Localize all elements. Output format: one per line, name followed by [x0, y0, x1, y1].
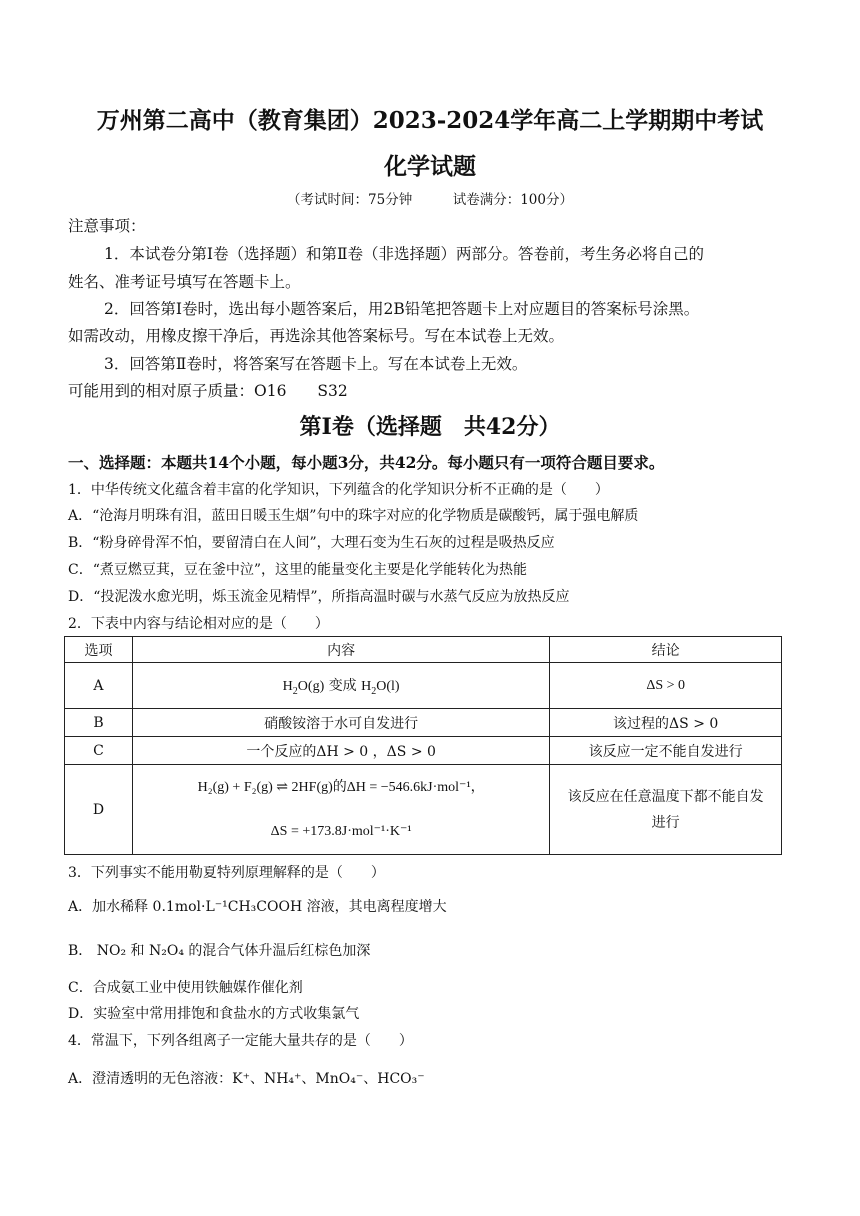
- table-row-b: [65, 709, 782, 737]
- q4-stem: 4．常温下，下列各组离子一定能大量共存的是（ ）: [68, 1033, 413, 1049]
- row-a-option: A: [65, 663, 133, 709]
- h2o-gas: $H_2O(g)$: [282, 678, 325, 697]
- row-d-content: [132, 765, 549, 855]
- q1-option-a: A．“沧海月明珠有泪，蓝田日暖玉生烟”句中的珠字对应的化学物质是碳酸钙，属于强电解质: [68, 508, 639, 524]
- note-1-line-1: 1．本试卷分第Ⅰ卷（选择题）和第Ⅱ卷（非选择题）两部分。答卷前，考生务必将自己的: [104, 245, 705, 263]
- q3-option-d: D．实验室中常用排饱和食盐水的方式收集氯气: [68, 1006, 360, 1022]
- atomic-mass-note: 可能用到的相对原子质量：O16 S32: [68, 382, 348, 400]
- q4-option-a: A．澄清透明的无色溶液：K⁺、NH₄⁺、MnO₄⁻、HCO₃⁻: [68, 1071, 425, 1087]
- row-c-conclusion: 该反应一定不能自发进行: [550, 737, 782, 765]
- q1-option-d: D．“投泥泼水愈光明，烁玉流金见精悍”，所指高温时碳与水蒸气反应为放热反应: [68, 589, 570, 605]
- q3-option-c: C．合成氨工业中使用铁触媒作催化剂: [68, 980, 303, 996]
- note-1-line-2: 姓名、准考证号填写在答题卡上。: [68, 273, 301, 291]
- row-b-conclusion: 该过程的ΔS > 0: [550, 709, 782, 737]
- row-a-conclusion: ΔS > 0: [550, 663, 782, 709]
- q3-stem: 3．下列事实不能用勒夏特列原理解释的是（ ）: [68, 865, 385, 881]
- q1-stem: 1．中华传统文化蕴含着丰富的化学知识，下列蕴含的化学知识分析不正确的是（ ）: [68, 482, 609, 498]
- row-a-mid-text: 变成: [328, 677, 357, 694]
- section-1-title: 第Ⅰ卷（选择题 共42分）: [299, 414, 561, 440]
- h2o-liquid: $H_2O(l)$: [361, 678, 400, 697]
- row-d-equation: H₂(g) + F₂(g) ⇌ 2HF(g)的ΔH = −546.6kJ·mol⁻¹，: [197, 779, 485, 795]
- row-d-conclusion-line-2: 进行: [651, 814, 680, 831]
- header-conclusion: 结论: [550, 637, 782, 663]
- table-row-a: [65, 663, 782, 709]
- note-2-line-1: 2．回答第Ⅰ卷时，选出每小题答案后，用2B铅笔把答题卡上对应题目的答案标号涂黑。: [104, 300, 700, 318]
- q3-option-a: A．加水稀释 0.1mol·L⁻¹CH₃COOH 溶液，其电离程度增大: [68, 899, 447, 915]
- row-b-content: 硝酸铵溶于水可自发进行: [132, 709, 549, 737]
- row-d-option: D: [65, 765, 133, 855]
- notes-heading: 注意事项：: [68, 217, 146, 235]
- row-c-option: C: [65, 737, 133, 765]
- table-header-row: [65, 637, 782, 663]
- section-1-instruction: 一、选择题：本题共14个小题，每小题3分，共42分。每小题只有一项符合题目要求。: [68, 453, 665, 472]
- exam-info: （考试时间：75分钟 试卷满分：100分）: [287, 192, 573, 208]
- q1-option-c: C．“煮豆燃豆萁，豆在釜中泣”，这里的能量变化主要是化学能转化为热能: [68, 562, 528, 578]
- row-b-option: B: [65, 709, 133, 737]
- row-d-entropy: ΔS = +173.8J·mol⁻¹·K⁻¹: [270, 823, 412, 839]
- header-content: 内容: [132, 637, 549, 663]
- table-row-d: [65, 765, 782, 855]
- q1-option-b: B．“粉身碎骨浑不怕，要留清白在人间”，大理石变为生石灰的过程是吸热反应: [68, 535, 555, 551]
- q3-option-b: B． NO₂ 和 N₂O₄ 的混合气体升温后红棕色加深: [68, 943, 371, 959]
- row-d-conclusion: [550, 765, 782, 855]
- subject-title: 化学试题: [384, 153, 476, 180]
- q2-stem: 2．下表中内容与结论相对应的是（ ）: [68, 616, 329, 632]
- row-a-content: [132, 663, 549, 709]
- header-option: 选项: [65, 637, 133, 663]
- table-row-c: [65, 737, 782, 765]
- exam-title: 万州第二高中（教育集团）2023-2024学年高二上学期期中考试: [96, 107, 764, 134]
- row-c-content: 一个反应的ΔH > 0 ，ΔS > 0: [132, 737, 549, 765]
- note-3: 3．回答第Ⅱ卷时，将答案写在答题卡上。写在本试卷上无效。: [104, 355, 528, 373]
- q2-table: [64, 636, 782, 855]
- note-2-line-2: 如需改动，用橡皮擦干净后，再选涂其他答案标号。写在本试卷上无效。: [68, 327, 565, 345]
- row-d-conclusion-line-1: 该反应在任意温度下都不能自发: [567, 788, 764, 805]
